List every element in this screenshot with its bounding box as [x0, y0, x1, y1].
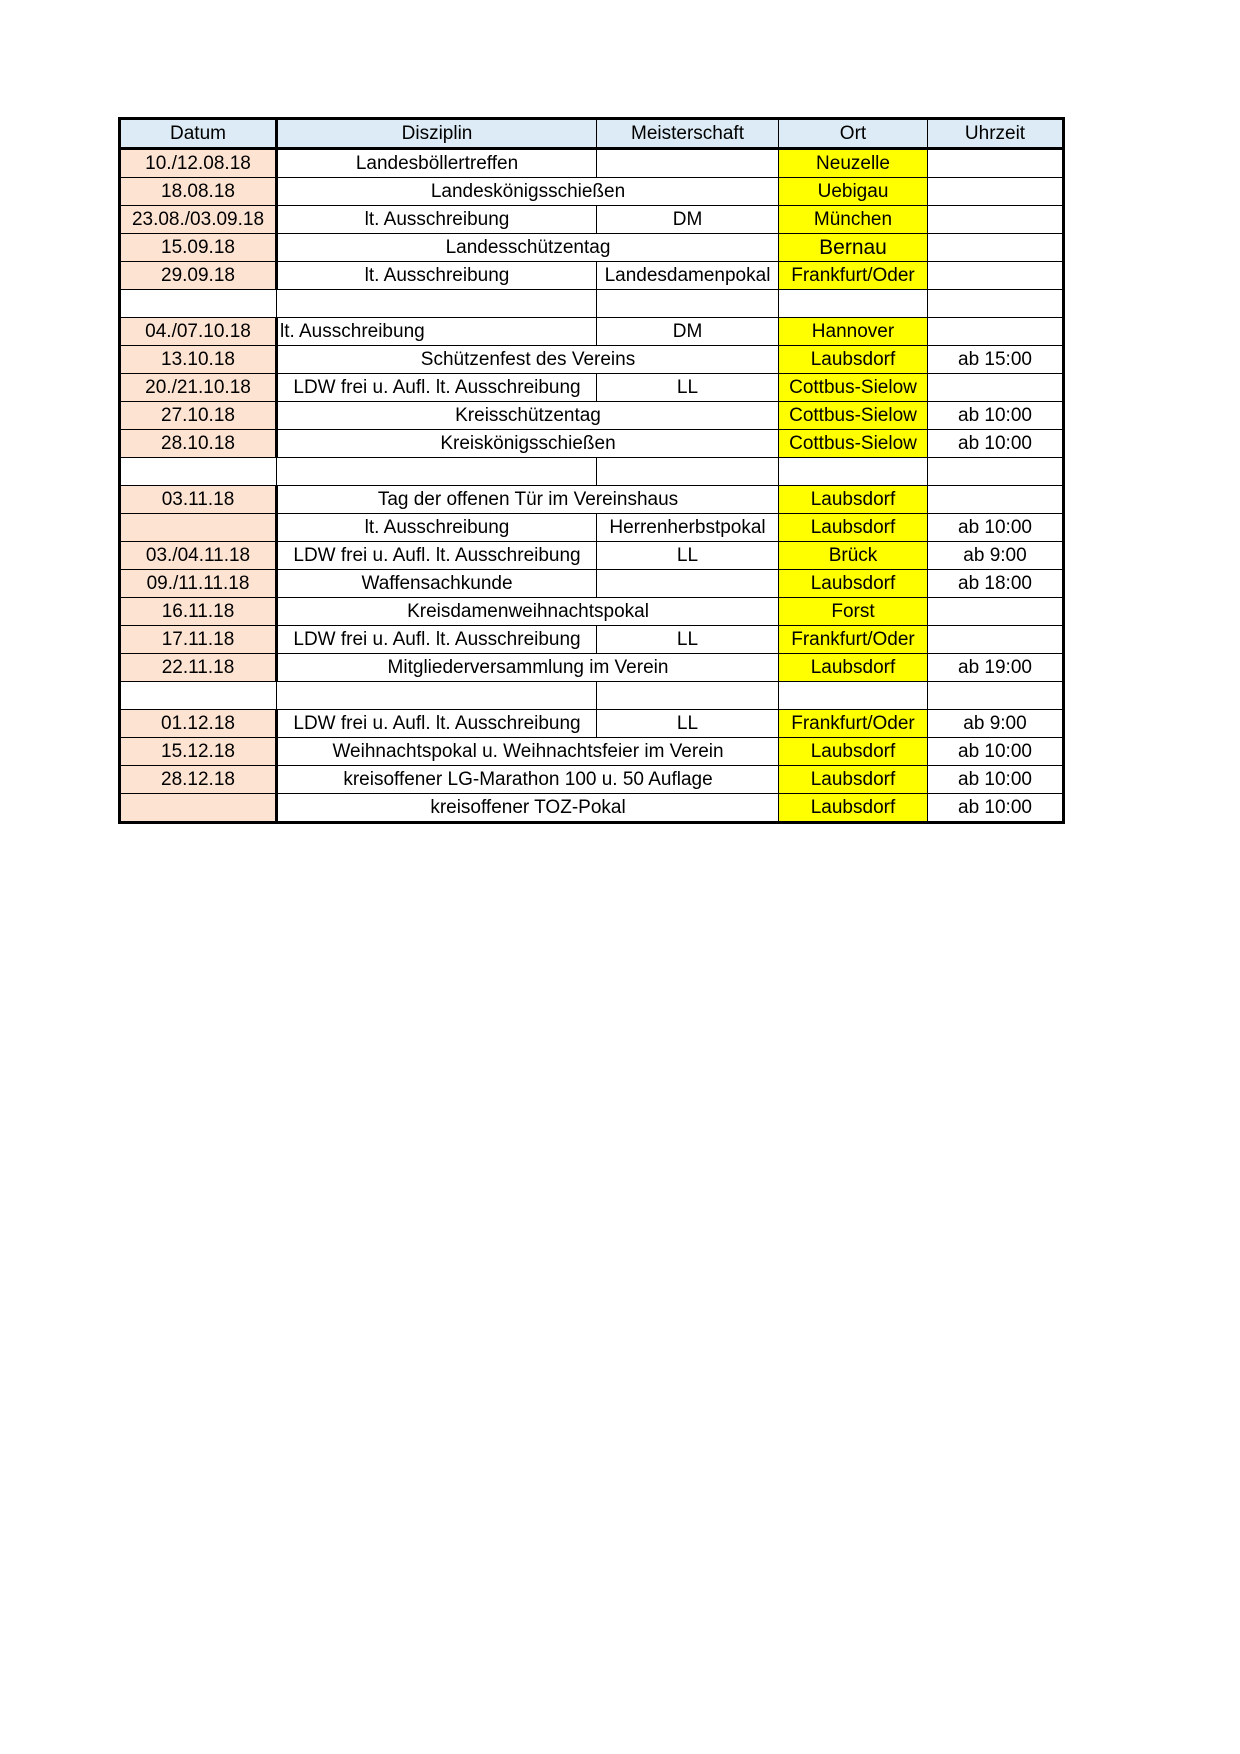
cell-disziplin: Landesschützentag [277, 234, 779, 262]
cell-ort: Brück [779, 542, 928, 570]
cell-ort: Bernau [779, 234, 928, 262]
cell-meisterschaft: Landesdamenpokal [597, 262, 779, 290]
cell-uhrzeit [928, 290, 1064, 318]
cell-uhrzeit [928, 682, 1064, 710]
cell-uhrzeit: ab 18:00 [928, 570, 1064, 598]
cell-datum [120, 514, 277, 542]
cell-datum [120, 290, 277, 318]
table-row [120, 178, 1064, 206]
table-row [120, 402, 1064, 430]
cell-meisterschaft: LL [597, 374, 779, 402]
table-row [120, 149, 1064, 178]
cell-disziplin: LDW frei u. Aufl. lt. Ausschreibung [277, 374, 597, 402]
cell-disziplin: LDW frei u. Aufl. lt. Ausschreibung [277, 710, 597, 738]
cell-datum: 17.11.18 [120, 626, 277, 654]
table-row [120, 458, 1064, 486]
cell-uhrzeit: ab 19:00 [928, 654, 1064, 682]
cell-uhrzeit: ab 10:00 [928, 738, 1064, 766]
cell-uhrzeit [928, 598, 1064, 626]
table-row [120, 654, 1064, 682]
cell-datum: 20./21.10.18 [120, 374, 277, 402]
cell-datum: 27.10.18 [120, 402, 277, 430]
cell-disziplin: LDW frei u. Aufl. lt. Ausschreibung [277, 542, 597, 570]
header-disziplin: Disziplin [277, 119, 597, 149]
cell-disziplin: Tag der offenen Tür im Vereinshaus [277, 486, 779, 514]
table-row [120, 514, 1064, 542]
schedule-body [120, 149, 1064, 823]
table-row [120, 738, 1064, 766]
table-row [120, 794, 1064, 823]
table-row [120, 318, 1064, 346]
cell-uhrzeit [928, 149, 1064, 178]
cell-uhrzeit [928, 318, 1064, 346]
table-row [120, 542, 1064, 570]
cell-disziplin: lt. Ausschreibung [277, 206, 597, 234]
cell-ort: Frankfurt/Oder [779, 262, 928, 290]
table-row [120, 626, 1064, 654]
cell-meisterschaft: DM [597, 318, 779, 346]
header-row [120, 119, 1064, 149]
cell-datum: 28.12.18 [120, 766, 277, 794]
table-row [120, 234, 1064, 262]
cell-disziplin: lt. Ausschreibung [277, 514, 597, 542]
cell-meisterschaft: Herrenherbstpokal [597, 514, 779, 542]
cell-disziplin: Schützenfest des Vereins [277, 346, 779, 374]
cell-ort: Neuzelle [779, 149, 928, 178]
cell-meisterschaft [597, 458, 779, 486]
cell-datum [120, 458, 277, 486]
cell-meisterschaft: LL [597, 626, 779, 654]
cell-ort: Forst [779, 598, 928, 626]
cell-ort [779, 290, 928, 318]
cell-datum: 03.11.18 [120, 486, 277, 514]
cell-datum: 10./12.08.18 [120, 149, 277, 178]
header-ort: Ort [779, 119, 928, 149]
cell-disziplin [277, 458, 597, 486]
table-row [120, 682, 1064, 710]
cell-ort: Laubsdorf [779, 486, 928, 514]
cell-datum [120, 794, 277, 823]
cell-datum: 15.09.18 [120, 234, 277, 262]
cell-ort: Laubsdorf [779, 514, 928, 542]
cell-ort: Cottbus-Sielow [779, 374, 928, 402]
cell-disziplin [277, 682, 597, 710]
table-row [120, 346, 1064, 374]
cell-uhrzeit: ab 9:00 [928, 542, 1064, 570]
cell-ort: Laubsdorf [779, 794, 928, 823]
table-row [120, 206, 1064, 234]
cell-ort: Laubsdorf [779, 654, 928, 682]
cell-datum [120, 682, 277, 710]
cell-meisterschaft [597, 149, 779, 178]
cell-meisterschaft: DM [597, 206, 779, 234]
cell-uhrzeit: ab 10:00 [928, 794, 1064, 823]
cell-disziplin: Kreisdamenweihnachtspokal [277, 598, 779, 626]
cell-uhrzeit: ab 10:00 [928, 430, 1064, 458]
cell-disziplin: Kreisschützentag [277, 402, 779, 430]
cell-uhrzeit: ab 10:00 [928, 402, 1064, 430]
cell-uhrzeit [928, 262, 1064, 290]
cell-datum: 23.08./03.09.18 [120, 206, 277, 234]
cell-disziplin: Weihnachtspokal u. Weihnachtsfeier im Verein [277, 738, 779, 766]
cell-datum: 18.08.18 [120, 178, 277, 206]
cell-meisterschaft: LL [597, 710, 779, 738]
cell-ort: Hannover [779, 318, 928, 346]
cell-ort: Uebigau [779, 178, 928, 206]
table-row [120, 570, 1064, 598]
cell-uhrzeit: ab 10:00 [928, 766, 1064, 794]
cell-ort [779, 682, 928, 710]
cell-datum: 28.10.18 [120, 430, 277, 458]
table-row [120, 486, 1064, 514]
cell-meisterschaft [597, 570, 779, 598]
table-row [120, 766, 1064, 794]
cell-datum: 16.11.18 [120, 598, 277, 626]
cell-ort [779, 458, 928, 486]
cell-datum: 29.09.18 [120, 262, 277, 290]
cell-disziplin: kreisoffener LG-Marathon 100 u. 50 Auflage [277, 766, 779, 794]
cell-disziplin: Mitgliederversammlung im Verein [277, 654, 779, 682]
cell-uhrzeit [928, 626, 1064, 654]
cell-disziplin: LDW frei u. Aufl. lt. Ausschreibung [277, 626, 597, 654]
cell-ort: Cottbus-Sielow [779, 402, 928, 430]
cell-disziplin: lt. Ausschreibung [277, 262, 597, 290]
table-row [120, 710, 1064, 738]
cell-datum: 03./04.11.18 [120, 542, 277, 570]
table-row [120, 430, 1064, 458]
cell-uhrzeit [928, 486, 1064, 514]
cell-ort: Laubsdorf [779, 738, 928, 766]
cell-uhrzeit [928, 374, 1064, 402]
cell-ort: Cottbus-Sielow [779, 430, 928, 458]
cell-ort: Laubsdorf [779, 766, 928, 794]
header-uhrzeit: Uhrzeit [928, 119, 1064, 149]
table-row [120, 290, 1064, 318]
table-row [120, 262, 1064, 290]
cell-uhrzeit: ab 15:00 [928, 346, 1064, 374]
cell-datum: 01.12.18 [120, 710, 277, 738]
cell-disziplin: Waffensachkunde [277, 570, 597, 598]
cell-disziplin: kreisoffener TOZ-Pokal [277, 794, 779, 823]
cell-uhrzeit [928, 178, 1064, 206]
cell-ort: Laubsdorf [779, 570, 928, 598]
cell-meisterschaft [597, 682, 779, 710]
cell-datum: 09./11.11.18 [120, 570, 277, 598]
cell-datum: 15.12.18 [120, 738, 277, 766]
cell-uhrzeit: ab 10:00 [928, 514, 1064, 542]
table-row [120, 598, 1064, 626]
cell-datum: 13.10.18 [120, 346, 277, 374]
cell-ort: Laubsdorf [779, 346, 928, 374]
cell-disziplin [277, 290, 597, 318]
cell-uhrzeit [928, 458, 1064, 486]
cell-datum: 04./07.10.18 [120, 318, 277, 346]
table-row [120, 374, 1064, 402]
cell-meisterschaft: LL [597, 542, 779, 570]
cell-disziplin: Landeskönigsschießen [277, 178, 779, 206]
cell-disziplin: Landesböllertreffen [277, 149, 597, 178]
cell-uhrzeit [928, 234, 1064, 262]
header-meisterschaft: Meisterschaft [597, 119, 779, 149]
schedule-table [118, 117, 1065, 824]
cell-ort: München [779, 206, 928, 234]
header-datum: Datum [120, 119, 277, 149]
cell-datum: 22.11.18 [120, 654, 277, 682]
cell-uhrzeit [928, 206, 1064, 234]
cell-disziplin: lt. Ausschreibung [277, 318, 597, 346]
cell-ort: Frankfurt/Oder [779, 626, 928, 654]
cell-disziplin: Kreiskönigsschießen [277, 430, 779, 458]
cell-ort: Frankfurt/Oder [779, 710, 928, 738]
cell-uhrzeit: ab 9:00 [928, 710, 1064, 738]
cell-meisterschaft [597, 290, 779, 318]
